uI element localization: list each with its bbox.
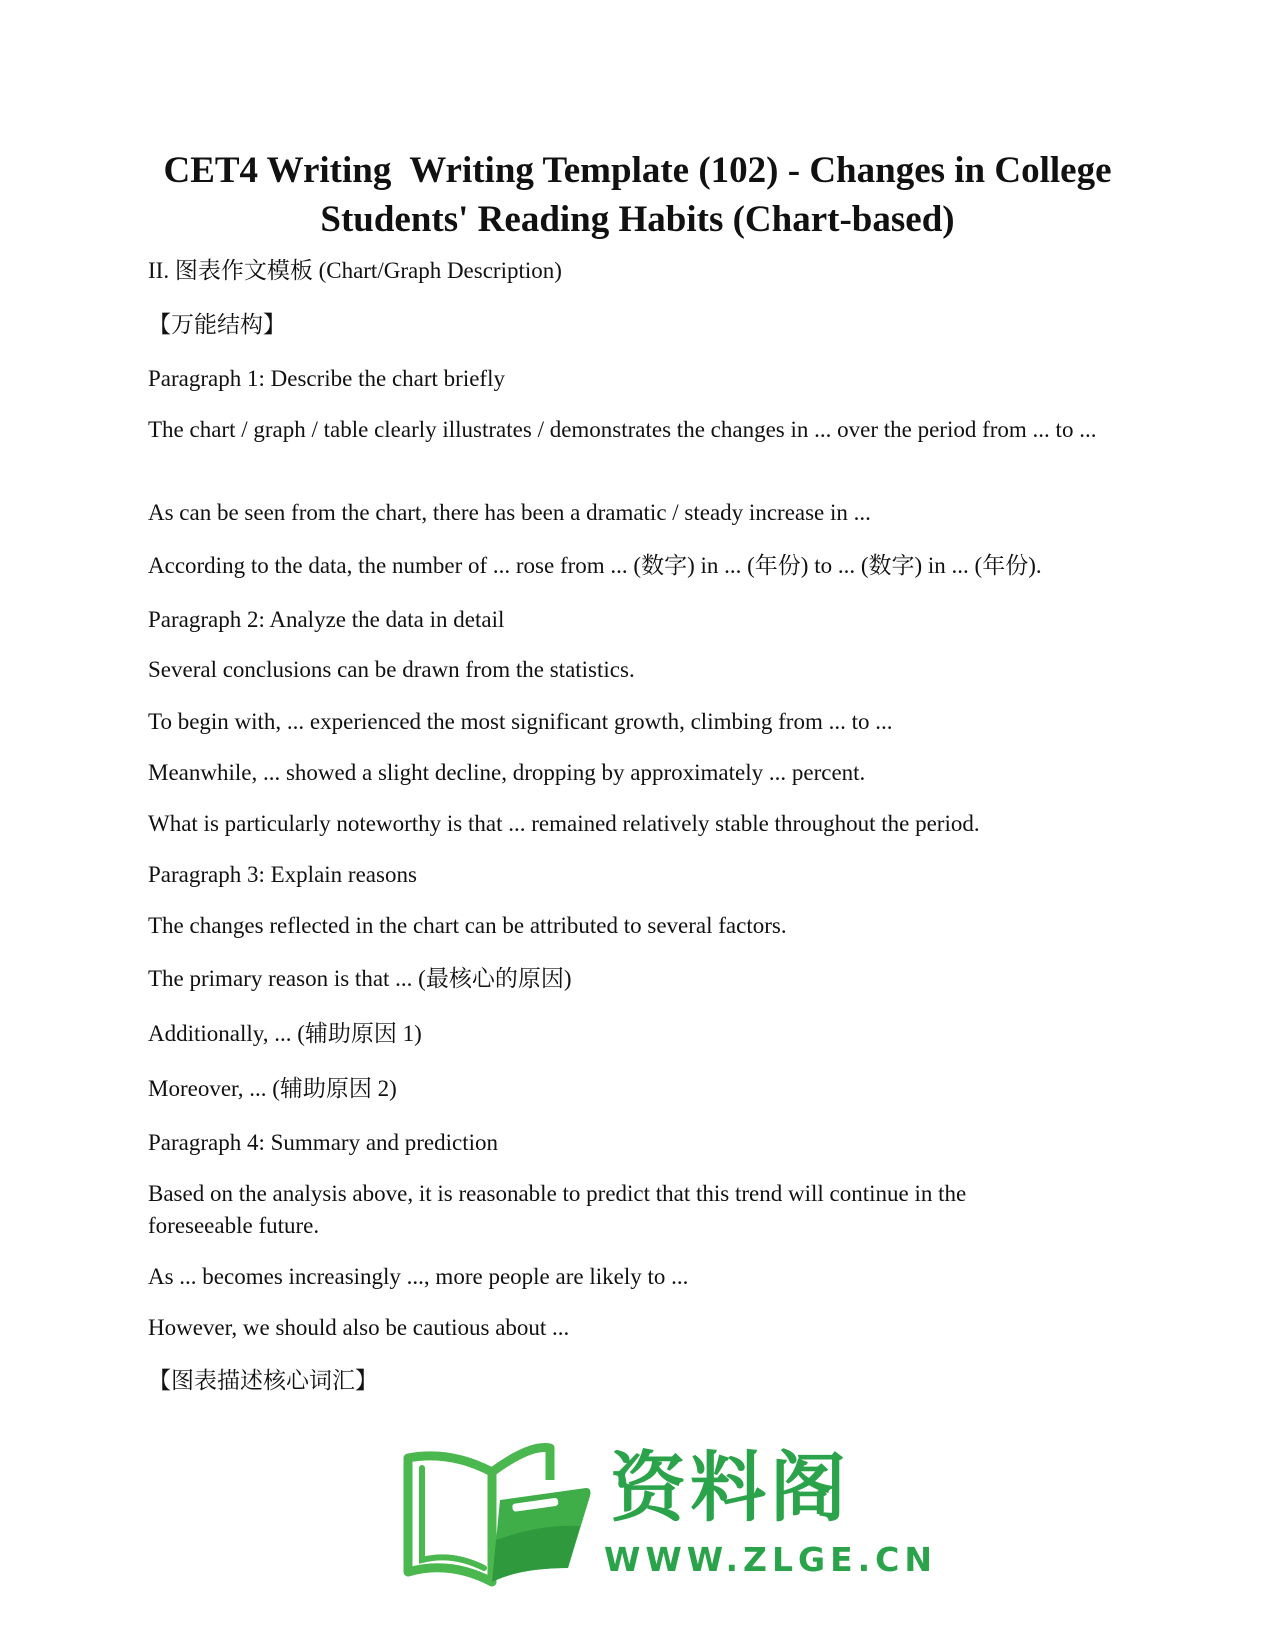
page-title-line-2: Students' Reading Habits (Chart-based)	[320, 199, 955, 240]
template-sentence: Several conclusions can be drawn from the statistics.	[148, 657, 635, 682]
watermark-site-name: 资料阁	[610, 1443, 850, 1532]
template-sentence: To begin with, ... experienced the most significant growth, climbing from ... to ...	[148, 709, 893, 734]
template-sentence: Moreover, ... (辅助原因 2)	[148, 1076, 397, 1101]
page-title-line-1: CET4 Writing Writing Template (102) - Changes in College	[163, 150, 1112, 191]
paragraph-2-heading: Paragraph 2: Analyze the data in detail	[148, 607, 505, 632]
template-sentence: Additionally, ... (辅助原因 1)	[148, 1021, 422, 1046]
paragraph-4-heading: Paragraph 4: Summary and prediction	[148, 1130, 499, 1155]
template-sentence: What is particularly noteworthy is that ... remained relatively stable throughout the period.	[148, 811, 980, 836]
template-sentence: The chart / graph / table clearly illustrates / demonstrates the changes in ... over the period from ... to ...	[148, 417, 1097, 442]
paragraph-3-heading: Paragraph 3: Explain reasons	[148, 862, 417, 887]
template-sentence: Based on the analysis above, it is reasonable to predict that this trend will continue in the foreseeable future.	[148, 1181, 967, 1238]
section-heading: II. 图表作文模板 (Chart/Graph Description)	[148, 258, 562, 283]
template-sentence: The primary reason is that ... (最核心的原因)	[148, 966, 572, 991]
template-sentence: The changes reflected in the chart can be attributed to several factors.	[148, 913, 787, 938]
paragraph-1-heading: Paragraph 1: Describe the chart briefly	[148, 366, 505, 391]
vocabulary-heading: 【图表描述核心词汇】	[148, 1368, 378, 1393]
watermark-site-url: WWW.ZLGE.CN	[604, 1540, 938, 1579]
template-sentence: Meanwhile, ... showed a slight decline, dropping by approximately ... percent.	[148, 760, 866, 785]
template-sentence: As ... becomes increasingly ..., more people are likely to ...	[148, 1264, 689, 1289]
template-sentence: However, we should also be cautious about ...	[148, 1315, 570, 1340]
template-sentence: According to the data, the number of ... rose from ... (数字) in ... (年份) to ... (数字) in ... (年份).	[148, 553, 1042, 578]
open-book-icon	[400, 1440, 600, 1590]
structure-heading: 【万能结构】	[148, 312, 286, 337]
template-sentence: As can be seen from the chart, there has been a dramatic / steady increase in ...	[148, 500, 871, 525]
watermark-logo	[400, 1440, 938, 1590]
